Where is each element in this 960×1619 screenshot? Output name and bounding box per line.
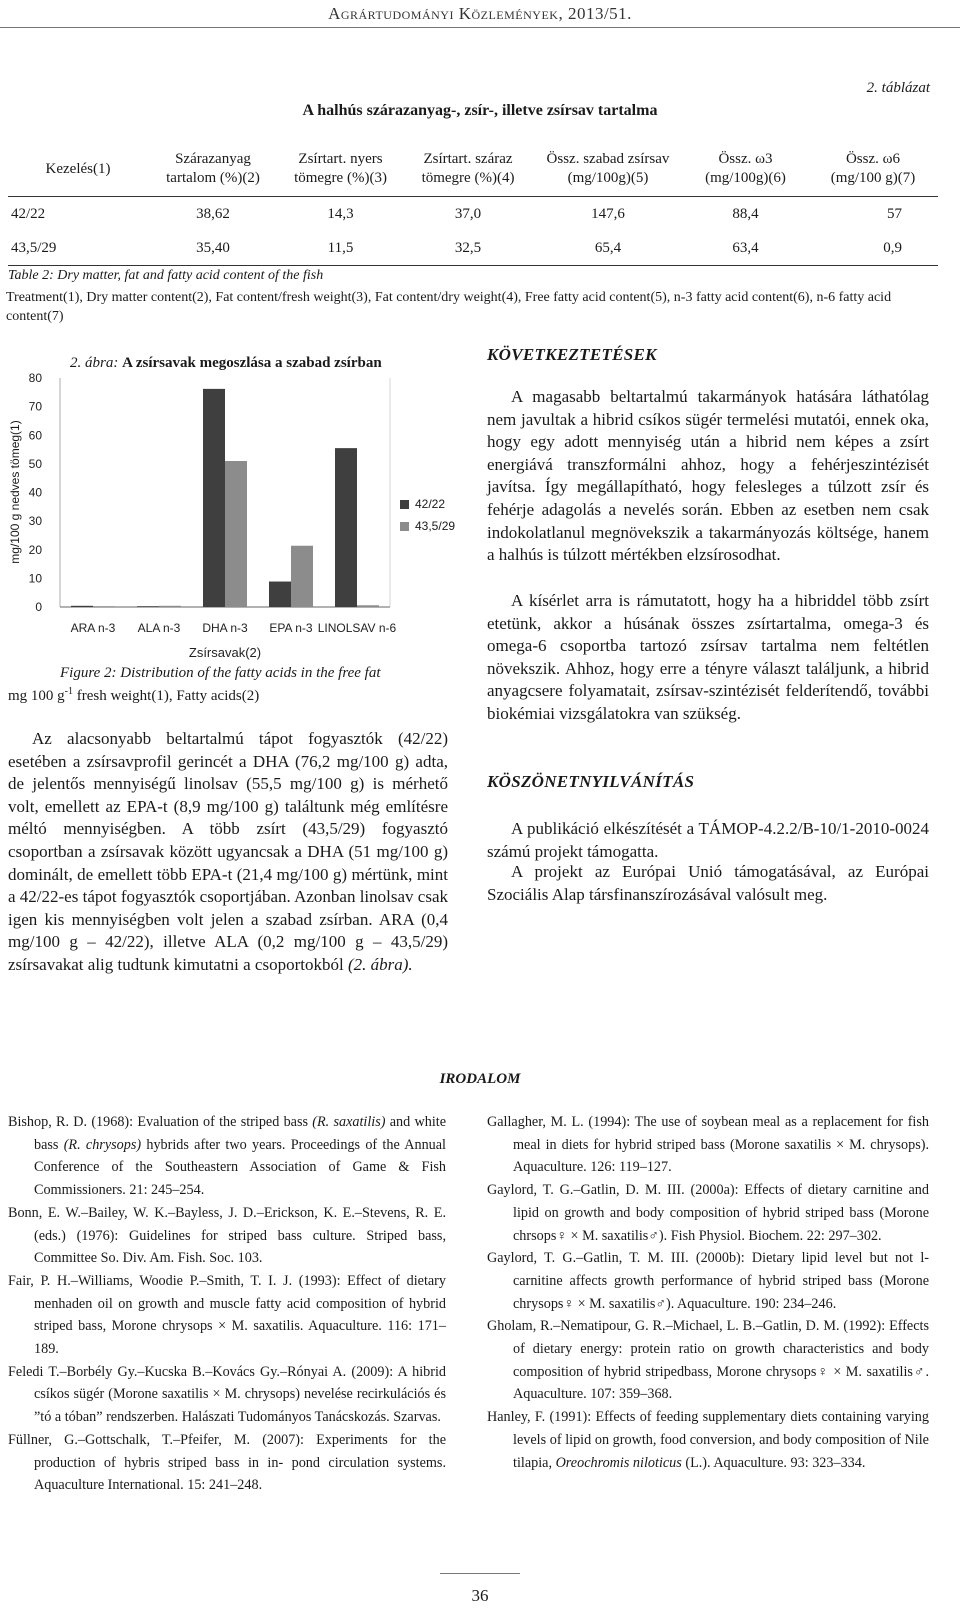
chart-x-axis-label: Zsírsavak(2) [188, 645, 262, 660]
acknowledgement-paragraph-2: A projekt az Európai Unió támogatásával, az Európai Szociális Alap társfinanszírozásával valósult meg. [487, 862, 929, 904]
chart-x-tick-label: ARA n-3 [70, 621, 116, 635]
chart-y-tick-label: 50 [28, 456, 42, 471]
chart-y-axis-label-box [4, 372, 26, 612]
table-caption-legend: Treatment(1), Dry matter content(2), Fat content/fresh weight(3), Fat content/dry weight(4), Free fatty acid content(5), n-3 fatty acid content(6), n-6 fatty acid content(7) [6, 290, 892, 324]
figure-title [70, 355, 382, 372]
table-header-cell: Össz. szabad zsírsav (mg/100g)(5) [546, 151, 670, 186]
references-right-column [487, 1111, 929, 1474]
figure-desc-rest: fresh weight(1), Fatty acids(2) [73, 688, 260, 704]
figure-reference: (2. ábra). [347, 954, 413, 974]
chart-bar [93, 606, 115, 607]
chart-y-tick-label: 60 [28, 428, 42, 443]
table-header-cell: Szárazanyag tartalom (%)(2) [166, 151, 260, 186]
table-row [8, 231, 938, 266]
table-caption-english: Table 2: Dry matter, fat and fatty acid content of the fish [8, 268, 324, 283]
table-header-cell: Össz. ω3 (mg/100g)(6) [705, 151, 786, 186]
conclusions-heading: KÖVETKEZTETÉSEK [487, 345, 657, 364]
footer-rule [440, 1573, 520, 1574]
chart-bar [159, 606, 181, 607]
legend-label: 43,5/29 [415, 519, 456, 533]
results-paragraph [8, 728, 448, 977]
acknowledgement-paragraph-1: A publikáció elkészítését a TÁMOP-4.2.2/B-10/1-2010-0024 számú projekt támogatta. [487, 819, 929, 861]
figure-title-text: A zsírsavak megoszlása a szabad zsírban [122, 355, 382, 371]
legend-item [400, 493, 455, 515]
chart-bar [269, 582, 291, 607]
table-body [8, 197, 938, 266]
reference-item: Fair, P. H.–Williams, Woodie P.–Smith, T. I. J. (1993): Effect of dietary menhaden oil on growth and muscle fatty acid composition of hybrid striped bass, Morone chrysops × M. saxatilis. Aquaculture. 116: 171–189. [8, 1272, 446, 1358]
page-number: 36 [471, 1586, 489, 1605]
table-cell: 43,5/29 [8, 231, 148, 266]
table-label: 2. táblázat [866, 80, 930, 96]
chart-bar [225, 461, 247, 607]
chart-x-tick-label: EPA n-3 [269, 621, 313, 635]
table-header-cell: Zsírtart. száraz tömegre (%)(4) [421, 151, 515, 186]
figure-desc-unit: mg 100 g [8, 688, 65, 704]
table-cell: 88,4 [732, 205, 759, 222]
acknowledgement-heading: KÖSZÖNETNYILVÁNÍTÁS [487, 772, 695, 791]
references-heading: IRODALOM [439, 1071, 521, 1087]
chart-bar [71, 606, 93, 607]
chart-y-tick-label: 0 [35, 600, 42, 614]
table-cell: 14,3 [327, 205, 354, 222]
table-header-cell: Zsírtart. nyers tömegre (%)(3) [294, 151, 387, 186]
chart-x-tick-label: LINOLSAV n-6 [317, 621, 397, 635]
chart-y-tick-label: 10 [28, 571, 42, 586]
reference-item: Feledi T.–Borbély Gy.–Kucska B.–Kovács Gy.–Rónyai A. (2009): A hibrid csíkos sügér (Morone saxatilis × M. chrysops) nevelése recirkulációs és ”tó a tóban” rendszerben. Halászati Tudományos Tanácskozás. Szarvas. [8, 1363, 446, 1426]
chart-y-axis-label: mg/100 g nedves tömeg(1) [8, 420, 22, 564]
table-cell: 37,0 [454, 205, 482, 222]
figure-label: 2. ábra: [70, 355, 119, 371]
legend-item [400, 515, 455, 537]
table-header-cell: Össz. ω6 (mg/100 g)(7) [830, 151, 916, 186]
reference-item: Gholam, R.–Nematipour, G. R.–Michael, L. B.–Gatlin, D. M. (1992): Effects of dietary energy: protein ratio on growth characteristics and body composition of hybrid stripedbass, Morone chrysops♀ × M. saxatilis♂. Aquaculture. 107: 359–368. [487, 1318, 929, 1403]
table-header-cell: Kezelés(1) [45, 160, 111, 177]
data-table [8, 148, 938, 266]
chart-legend [400, 493, 455, 537]
chart-x-tick-label: DHA n-3 [202, 621, 248, 635]
results-text: Az alacsonyabb beltartalmú tápot fogyasztók (42/22) esetében a zsírsavprofil gerincét a DHA (76,2 mg/100 g) adta, de jelentős mennyiségű linolsav (55,5 mg/100 g) is mérhető volt, emellett az EPA-t (8,9 mg/100 g) találtunk még említésre méltó mennyiségben. A több zsírt (43,5/29) fogyasztó csoportban a zsírsavak között ugyancsak a DHA (51 mg/100 g) dominált, de emellett több EPA-t (21,4 mg/100 g) mértünk, mint a 42/22-es tápot fogyasztók csoportjában. Azonban linolsav csak igen kis mennyiségben volt jelen a szabad zsírban. ARA (0,4 mg/100 g – 42/22), illetve ALA (0,2 mg/100 g – 43,5/29) zsírsavakat alig tudtunk kimutatni a csoportokból [8, 729, 448, 974]
table-cell: 35,40 [148, 231, 278, 266]
table-cell: 38,62 [196, 205, 230, 222]
chart-y-tick-label: 40 [28, 485, 42, 500]
chart-x-tick-label: ALA n-3 [137, 621, 181, 635]
chart-bar [357, 605, 379, 607]
running-header: Agrártudományi Közlemények, 2013/51. [328, 4, 632, 23]
references-left-column [8, 1111, 446, 1497]
legend-swatch [400, 522, 409, 531]
chart-bar [335, 448, 357, 607]
table-header-row [8, 148, 938, 197]
reference-item: Bishop, R. D. (1968): Evaluation of the striped bass (R. saxatilis) and white bass (R. chrysops) hybrids after two years. Proceedings of the Annual Conference of the Southeastern Association of Game & Fish Commissioners. 21: 245–254. [8, 1114, 446, 1199]
chart-bar [203, 389, 225, 607]
header-rule [0, 27, 960, 28]
table-cell: 63,4 [683, 231, 808, 266]
chart-bar [291, 546, 313, 607]
reference-item: Bonn, E. W.–Bailey, W. K.–Bayless, J. D.–Erickson, K. E.–Stevens, R. E. (eds.) (1976): Guidelines for striped bass culture. Striped bass, Committee So. Div. Am. Fish. Soc. 103. [8, 1204, 446, 1267]
chart-y-tick-label: 70 [28, 399, 42, 414]
figure-caption-legend [8, 686, 259, 705]
table-cell: 42/22 [11, 205, 46, 222]
table-row [8, 197, 938, 232]
chart-y-tick-label: 30 [28, 514, 42, 529]
legend-swatch [400, 500, 409, 509]
table-cell: 0,9 [808, 231, 938, 266]
reference-item: Gallagher, M. L. (1994): The use of soybean meal as a replacement for fish meal in diets for hybrid striped bass (Morone saxatilis × M. chrysops). Aquaculture. 126: 119–127. [487, 1114, 929, 1176]
reference-item: Hanley, F. (1991): Effects of feeding supplementary diets containing varying levels of lipid on growth, food conversion, and body composition of Nile tilapia, Oreochromis niloticus (L.). Aquaculture. 93: 323–334. [487, 1409, 929, 1471]
table-cell: 57 [887, 205, 902, 222]
table-cell: 11,5 [278, 231, 403, 266]
reference-item: Gaylord, T. G.–Gatlin, D. M. III. (2000a): Effects of dietary carnitine and lipid on growth and body composition of hybrid striped bass (Morone chrsops♀ × M. saxatilis♂). Fish Physiol. Biochem. 22: 297–302. [487, 1182, 929, 1244]
conclusions-paragraph-2: A kísérlet arra is rámutatott, hogy ha a hibriddel több zsírt etetünk, akkor a húsának összes zsírtartalma, omega-3 és omega-6 csoportba tartozó zsírsav tartalma nem feltétlen növekszik. Ahhoz, hogy erre a tényre választ találjunk, a hibrid anyagcsere folyamatait, zsírsav-szintézisét felderítendő, további biokémiai vizsgálatokra van szükség. [487, 591, 929, 723]
table-cell: 65,4 [533, 231, 683, 266]
chart-y-tick-label: 20 [28, 542, 42, 557]
reference-item: Füllner, G.–Gottschalk, T.–Pfeifer, M. (2007): Experiments for the production of hybris striped bass in in- pond circulation systems. Aquaculture International. 15: 241–248. [8, 1431, 446, 1494]
chart-y-tick-label: 80 [28, 371, 42, 385]
legend-label: 42/22 [415, 497, 446, 511]
figure-desc-sup: -1 [64, 686, 74, 697]
conclusions-paragraph-1: A magasabb beltartalmú takarmányok hatására láthatólag nem javultak a hibrid csíkos sügér termelési mutatói, ennek oka, hogy egy adott mennyiség után a hibrid nem képes a zsírt energiává transzformálni ahhoz, hogy a fehérjeszintézisét javítsa. Így megállapítható, hogy felesleges a túlzott zsír és fehérje adagolás a nevelés során. Ebben az esetben nem csak indokolatlanul megnövekszik a takarmányozás költsége, hanem a halhús is túlzott mértékben elzsírosodhat. [487, 387, 929, 565]
figure-caption-english: Figure 2: Distribution of the fatty acids in the free fat [60, 665, 381, 681]
reference-item: Gaylord, T. G.–Gatlin, T. M. III. (2000b): Dietary lipid level but not l-carnitine affects growth performance of hybrid striped bass (Morone chrysops♀ × M. saxatilis♂). Aquaculture. 190: 234–246. [487, 1250, 929, 1312]
table-cell: 147,6 [591, 205, 625, 222]
table-cell: 32,5 [403, 231, 533, 266]
table-title: A halhús szárazanyag-, zsír-, illetve zsírsav tartalma [302, 102, 658, 119]
chart-bar [137, 606, 159, 607]
